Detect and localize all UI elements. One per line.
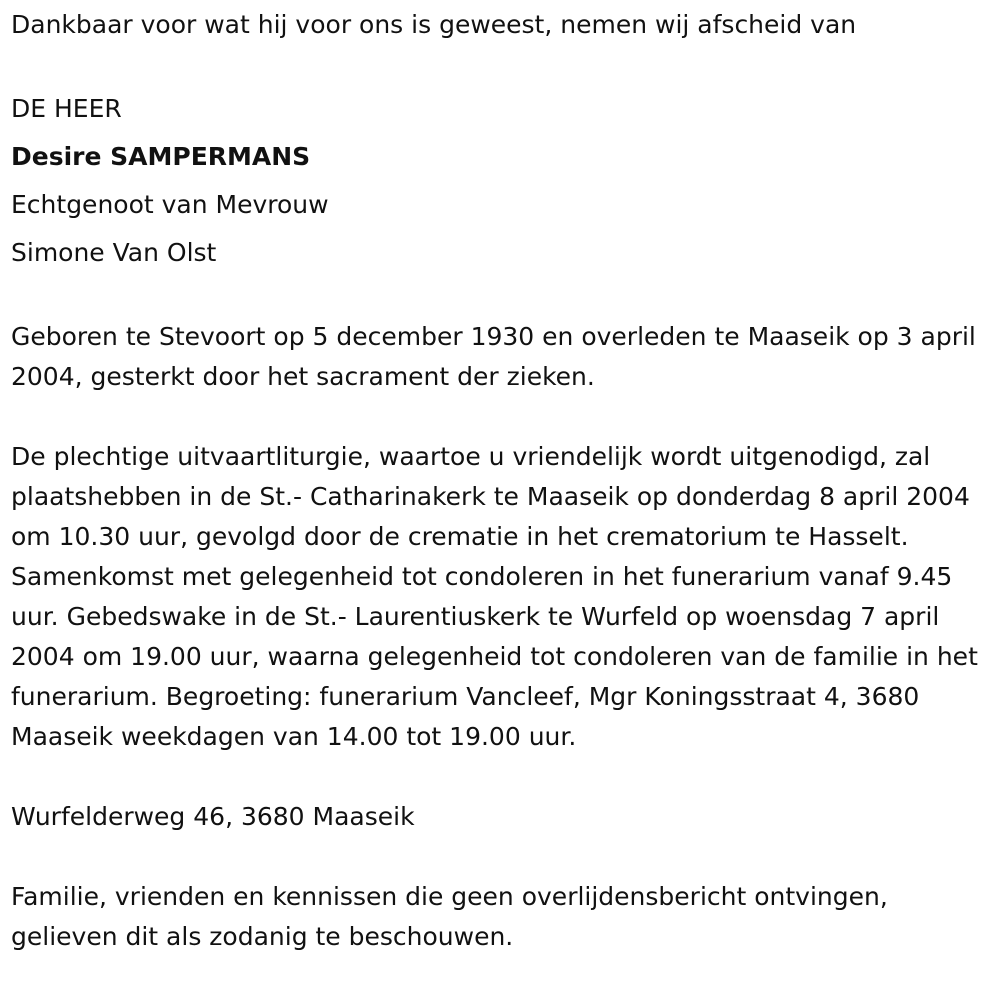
birth-death-paragraph: Geboren te Stevoort op 5 december 1930 en overleden te Maaseik op 3 april 2004, gesterkt door het sacrament der zieken.	[11, 322, 976, 391]
spacer	[11, 757, 986, 797]
obituary-notice	[11, 5, 986, 957]
spouse-line-2: Simone Van Olst	[11, 238, 217, 267]
closing-paragraph: Familie, vrienden en kennissen die geen overlijdensbericht ontvingen, gelieven dit als zodanig te beschouwen.	[11, 882, 888, 951]
spouse-line-1: Echtgenoot van Mevrouw	[11, 190, 329, 219]
spacer	[11, 397, 986, 437]
funeral-paragraph: De plechtige uitvaartliturgie, waartoe u vriendelijk wordt uitgenodigd, zal plaatshebben in de St.- Catharinakerk te Maaseik op donderdag 8 april 2004 om 10.30 uur, gevolgd door de crematie in het crematorium te Hasselt. Samenkomst met gelegenheid tot condoleren in het funerarium vanaf 9.45 uur. Gebedswake in de St.- Laurentiuskerk te Wurfeld op woensdag 7 april 2004 om 19.00 uur, waarna gelegenheid tot condoleren van de familie in het funerarium. Begroeting: funerarium Vancleef, Mgr Koningsstraat 4, 3680 Maaseik weekdagen van 14.00 tot 19.00 uur.	[11, 442, 978, 751]
spacer	[11, 277, 986, 317]
address-line: Wurfelderweg 46, 3680 Maaseik	[11, 802, 415, 831]
intro-text: Dankbaar voor wat hij voor ons is geweest, nemen wij afscheid van	[11, 10, 857, 39]
spacer	[11, 45, 986, 85]
name-block	[11, 85, 986, 277]
salutation: DE HEER	[11, 94, 122, 123]
deceased-name: Desire SAMPERMANS	[11, 142, 311, 171]
spacer	[11, 837, 986, 877]
